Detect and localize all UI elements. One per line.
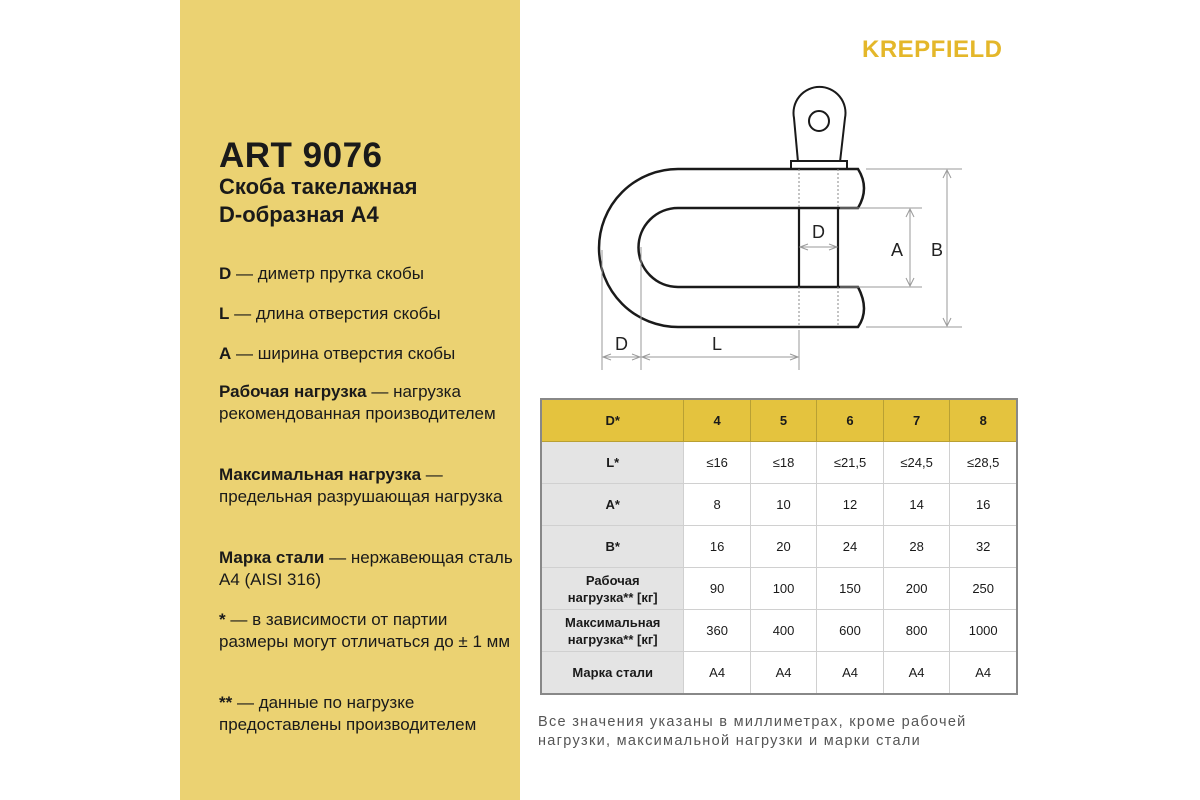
table-cell: 7 (883, 399, 950, 442)
table-cell: А4 (817, 652, 884, 695)
table-cell: 14 (883, 484, 950, 526)
product-title-line2: D-образная А4 (219, 202, 379, 227)
legend-text: ширина отверстия скобы (257, 344, 456, 363)
table-row (541, 610, 1017, 652)
legend-key: * (219, 610, 226, 629)
table-cell: 5 (750, 399, 816, 442)
legend-text: нержавеющая сталь А4 (AISI 316) (219, 548, 513, 589)
legend-key: D (219, 264, 232, 283)
table-cell: 6 (817, 399, 884, 442)
table-cell: ≤24,5 (883, 442, 950, 484)
table-cell: 8 (950, 399, 1017, 442)
row-label (541, 610, 684, 652)
table-cell: 100 (750, 568, 816, 610)
dim-label-d-pin: D (812, 222, 825, 242)
row-label: A* (541, 484, 684, 526)
spec-table (540, 398, 1018, 695)
table-cell: 20 (750, 526, 816, 568)
legend-text: длина отверстия скобы (255, 304, 441, 323)
table-cell: 250 (950, 568, 1017, 610)
table-row (541, 526, 1017, 568)
shackle-pin-eye (791, 87, 847, 169)
table-cell: 16 (950, 484, 1017, 526)
legend-item-working-load: Рабочая нагрузка — нагрузка рекомендованная производителем (219, 382, 496, 423)
units-footnote-line2: нагрузки, максимальной нагрузки и марки стали (538, 733, 921, 749)
row-label-line2: нагрузка** [кг] (567, 589, 658, 605)
table-cell: 10 (750, 484, 816, 526)
table-cell: 150 (817, 568, 884, 610)
units-footnote-line1: Все значения указаны в миллиметрах, кроме рабочей (538, 714, 967, 730)
dimension-lines (602, 169, 962, 370)
dim-label-d-body: D (615, 334, 628, 354)
legend-item-a: A — ширина отверстия скобы (219, 344, 456, 363)
table-cell: А4 (684, 652, 750, 695)
row-label-line2: нагрузка** [кг] (567, 631, 658, 647)
legend-item-double-asterisk: ** — данные по нагрузке предоставлены производителем (219, 693, 477, 734)
table-cell: 400 (750, 610, 816, 652)
table-cell: 12 (817, 484, 884, 526)
brand-logo: KREPFIELD (862, 36, 1003, 63)
legend-item-steel-grade: Марка стали — нержавеющая сталь А4 (AISI 316) (219, 548, 513, 589)
legend-item-max-load: Максимальная нагрузка — предельная разрушающая нагрузка (219, 465, 503, 506)
units-footnote (538, 713, 967, 751)
pin-hidden-lines (799, 169, 838, 327)
dim-label-b: B (931, 240, 944, 260)
table-cell: ≤21,5 (817, 442, 884, 484)
row-label: B* (541, 526, 684, 568)
table-cell: 28 (883, 526, 950, 568)
table-header-label: D* (541, 399, 684, 442)
row-label: L* (541, 442, 684, 484)
legend-key: Рабочая нагрузка (219, 382, 367, 401)
legend-key: ** (219, 693, 233, 712)
legend-item-asterisk: * — в зависимости от партии размеры могут отличаться до ± 1 мм (219, 610, 511, 651)
table-row (541, 568, 1017, 610)
table-cell: ≤16 (684, 442, 750, 484)
legend-text: нагрузка рекомендованная производителем (219, 382, 496, 423)
table-cell: А4 (950, 652, 1017, 695)
row-label-line1: Максимальная (565, 614, 661, 630)
legend-text: данные по нагрузке предоставлены производителем (219, 693, 477, 734)
dim-label-l: L (712, 334, 723, 354)
table-cell: 600 (817, 610, 884, 652)
table-cell: А4 (883, 652, 950, 695)
table-cell: А4 (750, 652, 816, 695)
table-cell: 8 (684, 484, 750, 526)
product-title-line1: Скоба такелажная (219, 174, 418, 199)
table-cell: 200 (883, 568, 950, 610)
table-cell: 360 (684, 610, 750, 652)
table-cell: 24 (817, 526, 884, 568)
table-cell: 90 (684, 568, 750, 610)
legend-text: диметр прутка скобы (257, 264, 424, 283)
legend-item-l: L — длина отверстия скобы (219, 304, 441, 323)
legend-key: L (219, 304, 230, 323)
legend-key: A (219, 344, 232, 363)
shackle-body (599, 169, 864, 327)
dim-label-a: A (891, 240, 904, 260)
table-row (541, 442, 1017, 484)
table-row (541, 652, 1017, 695)
legend-text: предельная разрушающая нагрузка (219, 487, 503, 506)
table-cell: 16 (684, 526, 750, 568)
table-header-row (541, 399, 1017, 442)
table-cell: 4 (684, 399, 750, 442)
table-cell: 800 (883, 610, 950, 652)
table-cell: ≤18 (750, 442, 816, 484)
legend-key: Максимальная нагрузка (219, 465, 422, 484)
row-label: Марка стали (541, 652, 684, 695)
row-label (541, 568, 684, 610)
table-cell: 1000 (950, 610, 1017, 652)
table-cell: ≤28,5 (950, 442, 1017, 484)
legend-item-d: D — диметр прутка скобы (219, 264, 424, 283)
legend-text: в зависимости от партии размеры могут отличаться до ± 1 мм (219, 610, 511, 651)
article-number: ART 9076 (219, 136, 383, 175)
table-cell: 32 (950, 526, 1017, 568)
table-row (541, 484, 1017, 526)
row-label-line1: Рабочая (585, 572, 640, 588)
legend-key: Марка стали (219, 548, 325, 567)
